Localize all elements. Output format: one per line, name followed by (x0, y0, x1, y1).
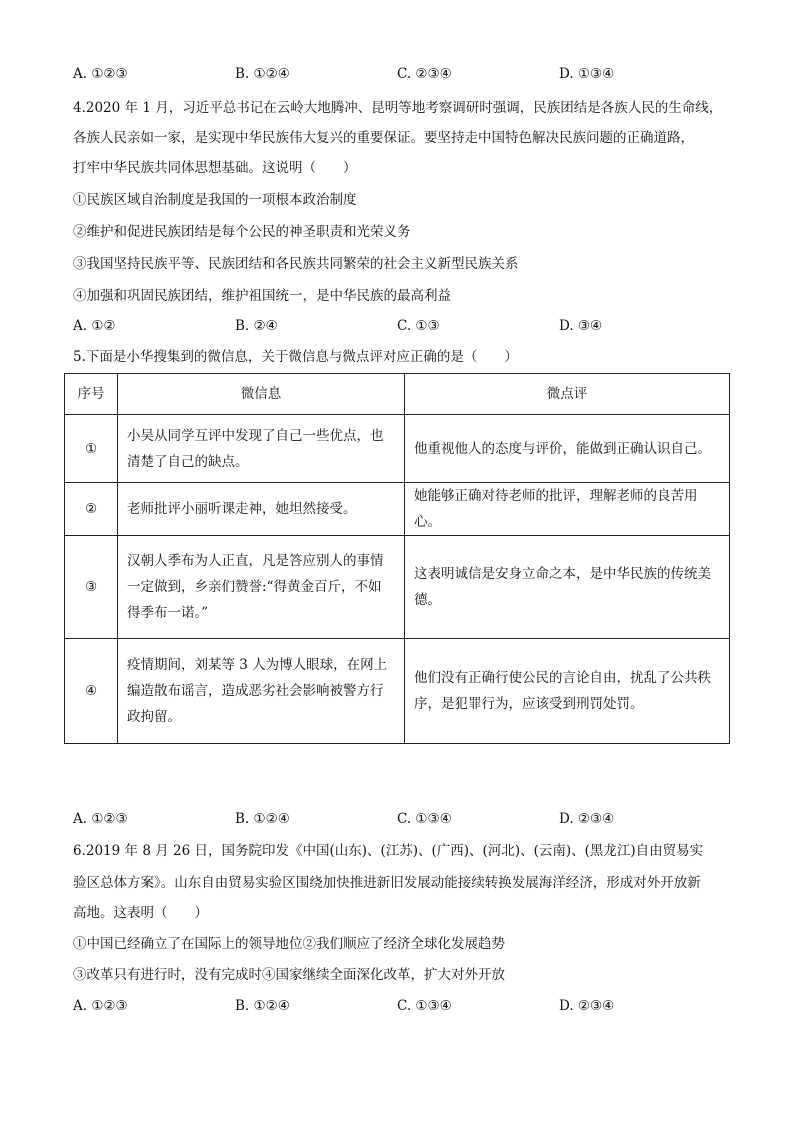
table-row (65, 483, 730, 536)
micro-comment-cell: 这表明诚信是安身立命之本，是中华民族的传统美 德。 (405, 536, 730, 639)
q5-option-c[interactable]: C. ①③④ (397, 811, 452, 827)
row-number: ④ (65, 639, 118, 744)
q6-option-b[interactable]: B. ①②④ (235, 998, 290, 1014)
header-micro-info: 微信息 (118, 374, 405, 415)
q6-statement-line-2: ③改革只有进行时，没有完成时④国家继续全面深化改革，扩大对外开放 (73, 967, 505, 983)
q4-options (73, 316, 733, 336)
q4-statement-3: ③我国坚持民族平等、民族团结和各民族共同繁荣的社会主义新型民族关系 (73, 256, 519, 272)
table-row (65, 536, 730, 639)
q6-option-d[interactable]: D. ②③④ (559, 998, 615, 1014)
micro-info-cell: 小吴从同学互评中发现了自己一些优点，也 清楚了自己的缺点。 (118, 415, 405, 483)
q4-option-b[interactable]: B. ②④ (235, 318, 278, 334)
micro-info-cell: 疫情期间，刘某等 3 人为博人眼球，在网上 编造散布谣言，造成恶劣社会影响被警方行 政拘留。 (118, 639, 405, 744)
q6-stem-line-3: 高地。这表明（ ） (73, 905, 208, 921)
table-row (65, 415, 730, 483)
row-number: ③ (65, 536, 118, 639)
q4-stem-line-2: 各族人民亲如一家，是实现中华民族伟大复兴的重要保证。要坚持走中国特色解决民族问题的正确道路， (73, 130, 694, 146)
q5-option-d[interactable]: D. ②③④ (559, 811, 615, 827)
q3-option-b[interactable]: B. ①②④ (235, 66, 290, 82)
micro-comment-cell: 她能够正确对待老师的批评，理解老师的良苦用心。 (405, 483, 730, 536)
q5-options (73, 809, 733, 829)
q3-option-d[interactable]: D. ①③④ (559, 66, 615, 82)
micro-info-cell: 汉朝人季布为人正直，凡是答应别人的事情 一定做到，乡亲们赞誉:“得黄金百斤，不如 得季布一诺。” (118, 536, 405, 639)
row-number: ② (65, 483, 118, 536)
q4-option-d[interactable]: D. ③④ (559, 318, 603, 334)
q6-option-a[interactable]: A. ①②③ (73, 998, 128, 1014)
q4-option-c[interactable]: C. ①③ (397, 318, 440, 334)
row-number: ① (65, 415, 118, 483)
q4-stem-line-3: 打牢中华民族共同体思想基础。这说明（ ） (73, 160, 357, 176)
table-row (65, 639, 730, 744)
q3-option-a[interactable]: A. ①②③ (73, 66, 128, 82)
q6-statement-line-1: ①中国已经确立了在国际上的领导地位②我们顺应了经济全球化发展趋势 (73, 936, 505, 952)
q4-stem-line-1: 4.2020 年 1 月，习近平总书记在云岭大地腾冲、昆明等地考察调研时强调，民族团结是各族人民的生命线， (73, 100, 723, 116)
micro-comment-cell: 他重视他人的态度与评价，能做到正确认识自己。 (405, 415, 730, 483)
q4-statement-1: ①民族区域自治制度是我国的一项根本政治制度 (73, 192, 357, 208)
q3-options (73, 64, 733, 84)
q5-stem: 5.下面是小华搜集到的微信息，关于微信息与微点评对应正确的是（ ） (73, 349, 518, 365)
q4-statement-4: ④加强和巩固民族团结，维护祖国统一，是中华民族的最高利益 (73, 288, 451, 304)
q6-stem-line-1: 6.2019 年 8 月 26 日，国务院印发《中国(山东)、(江苏)、(广西)、(河北)、(云南)、(黑龙江)自由贸易实 (73, 843, 704, 859)
q5-option-a[interactable]: A. ①②③ (73, 811, 128, 827)
q4-option-a[interactable]: A. ①② (73, 318, 116, 334)
q6-option-c[interactable]: C. ①③④ (397, 998, 452, 1014)
q4-statement-2: ②维护和促进民族团结是每个公民的神圣职责和光荣义务 (73, 224, 411, 240)
micro-info-cell: 老师批评小丽听课走神，她坦然接受。 (118, 483, 405, 536)
q6-options (73, 996, 733, 1016)
q5-option-b[interactable]: B. ①②④ (235, 811, 290, 827)
q3-option-c[interactable]: C. ②③④ (397, 66, 452, 82)
header-serial: 序号 (65, 374, 118, 415)
micro-info-table (64, 373, 730, 744)
q6-stem-line-2: 验区总体方案》。山东自由贸易实验区围绕加快推进新旧发展动能接续转换发展海洋经济，形成对外开放新 (73, 875, 701, 891)
micro-comment-cell: 他们没有正确行使公民的言论自由，扰乱了公共秩 序，是犯罪行为，应该受到刑罚处罚。 (405, 639, 730, 744)
header-micro-comment: 微点评 (405, 374, 730, 415)
